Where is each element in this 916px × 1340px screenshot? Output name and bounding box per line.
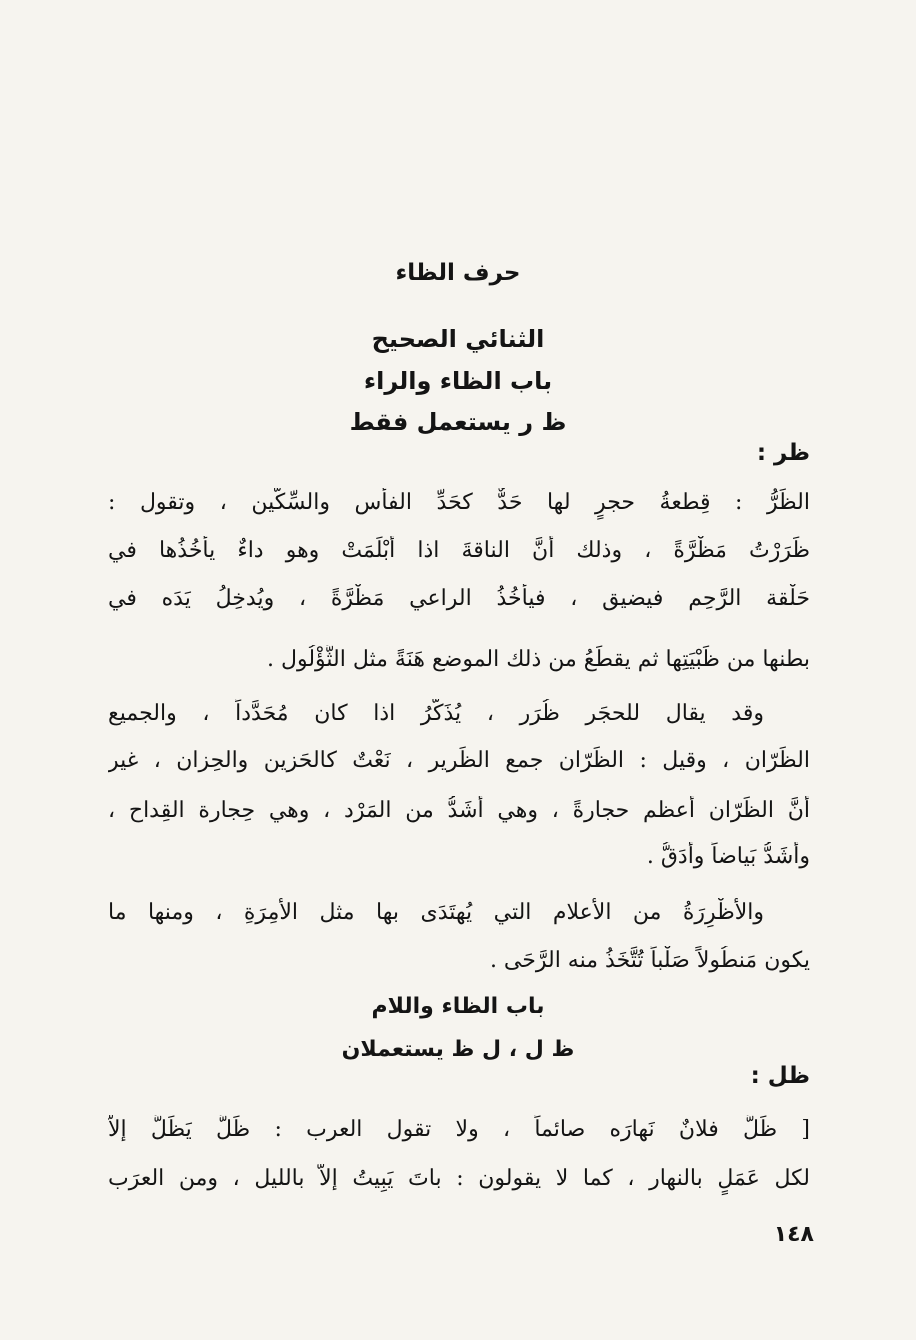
text-line: وأشَدُّ بَياضاً وأدَقُّ .: [646, 844, 810, 869]
entry-label: ظر :: [756, 440, 810, 466]
subsection-title: باب الظاء واللام: [371, 994, 545, 1019]
text-line: يكون مَنطُولاً صَلْباً تُتَّخَذُ منه الرَّحَى .: [489, 948, 810, 973]
text-line: الظِّرُّ : قِطعةُ حجرٍ لها حَدٌّ كحَدِّ الفأس والسِّكّين ، وتقول :: [108, 490, 810, 515]
text-line: وقد يقال للحجَر ظُرَر ، يُذَكَّرُ اذا كان مُحَدَّداً ، والجميع: [108, 701, 764, 726]
text-line: الظِّرّان ، وقيل : الظِّرّان جمع الظِّرير ، نَعْتٌ كالحَزين والحِزان ، غير: [108, 748, 810, 773]
text-line: لكل عَمَلٍ بالنهار ، كما لا يقولون : باتَ يَبِيتُ إلاّ بالليل ، ومن العرَب: [108, 1166, 810, 1191]
text-line: حَلْقة الرَّحِم فيضيق ، فيأخُذُ الراعي مَظْرَّةً ، ويُدخِلُ يَدَه في: [108, 586, 810, 611]
text-line: والأظْرِرَةُ من الأعلام التي يُهتَدَى بها مثل الأمِرَةِ ، ومنها ما: [108, 900, 764, 925]
section-title: الثنائي الصحيح: [371, 325, 545, 353]
text-line: بطنها من ظَبْيَتِها ثم يقطَعُ من ذلك الموضع هَنَةً مثل الثُّؤْلُول .: [267, 647, 810, 672]
page-number: ١٤٨: [773, 1222, 814, 1247]
subsection-title: باب الظاء والراء: [363, 367, 553, 395]
root-note: ظ ل ، ل ظ يستعملان: [341, 1037, 575, 1062]
chapter-title: حرف الظاء: [395, 260, 521, 286]
text-line: ظَرَرْتُ مَظْرَّةً ، وذلك أنَّ الناقةَ اذا أبْلَمَتْ وهو داءٌ يأخُذُها في: [108, 538, 810, 563]
root-note: ظ ر يستعمل فقط: [349, 408, 567, 436]
text-line: [ ظَلَّ فلانٌ نَهارَه صائماً ، ولا تقول العرب : ظَلَّ يَظَلُّ إلاّ: [108, 1117, 810, 1142]
entry-label: ظل :: [750, 1063, 810, 1089]
text-line: أنَّ الظِّرّان أعظم حجارةً ، وهي أشَدُّ من المَرْد ، وهي حِجارة القِداح ،: [108, 798, 810, 823]
